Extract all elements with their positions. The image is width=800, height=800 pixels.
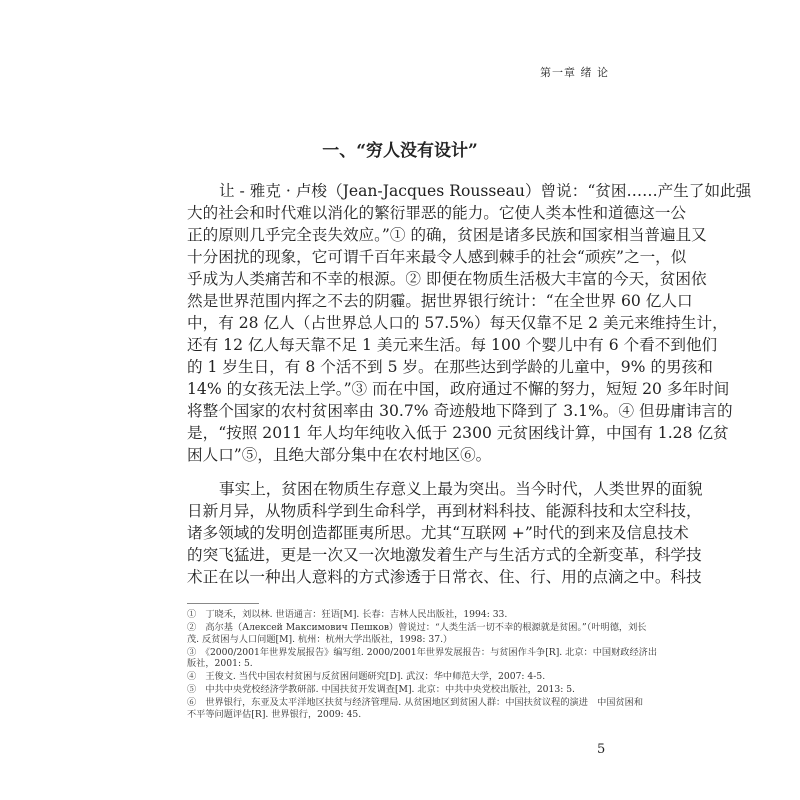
footnote [187, 646, 658, 670]
section-title: 一、“穷人没有设计” [322, 141, 478, 161]
footnote-line: ① 丁晓禾，刘以林. 世语通言：狂语[M]. 长春：吉林人民出版社，1994: 33. [187, 609, 508, 620]
paragraph-line: 乎成为人类痛苦和不幸的根源。② 即便在物质生活极大丰富的今天，贫困依 [187, 270, 707, 288]
paragraph-line: 事实上，贫困在物质生存意义上最为突出。当今时代，人类世界的面貌 [219, 480, 703, 498]
page-number: 5 [597, 742, 606, 757]
paragraph-line: 中，有 28 亿人（占世界总人口的 57.5%）每天仅靠不足 2 美元来维持生计， [187, 314, 728, 332]
footnote [187, 684, 613, 696]
footnotes [187, 609, 658, 722]
paragraph-line: 正的原则几乎完全丧失效应。”① 的确，贫困是诸多民族和国家相当普遍且又 [187, 226, 707, 244]
footnote [187, 622, 647, 645]
footnote [187, 697, 644, 720]
paragraph-line: 让 - 雅克 · 卢梭（Jean-Jacques Rousseau）曾说：“贫困……产生了如此强 [219, 182, 752, 200]
footnote-line: ④ 王俊文. 当代中国农村贫困与反贫困问题研究[D]. 武汉：华中师范大学，2007: 4-5. [187, 671, 546, 682]
footnote-line: ② 高尔基（Алексей Максимович Пешков）曾说过：“人类生活一切不幸的根源就是贫困。”（叶明德，刘长 [187, 622, 647, 633]
paragraph-line: 还有 12 亿人每天靠不足 1 美元来生活。每 100 个婴儿中有 6 个看不到他们 [187, 336, 718, 354]
paragraph-line: 将整个国家的农村贫困率由 30.7% 奇迹般地下降到了 3.1%。④ 但毋庸讳言的 [187, 402, 733, 420]
running-header: 第一章 绪 论 [540, 66, 609, 79]
footnote-line: ⑥ 世界银行，东亚及太平洋地区扶贫与经济管理局. 从贫困地区到贫困人群：中国扶贫议程的演进 中国贫困和 [187, 697, 644, 708]
paragraph-line: 然是世界范围内挥之不去的阴霾。据世界银行统计：“在全世界 60 亿人口 [187, 292, 693, 310]
footnote-line: ③ 《2000/2001年世界发展报告》编写组. 2000/2001年世界发展报告：与贫困作斗争[R]. 北京：中国财政经济出 [187, 646, 658, 658]
paragraph-line: 十分困扰的现象，它可谓千百年来最令人感到棘手的社会“顽疾”之一，似 [187, 248, 687, 266]
footnote-line: 不平等问题评估[R]. 世界银行，2009: 45. [187, 708, 362, 720]
footnote [187, 671, 613, 683]
paragraph-line: 诸多领域的发明创造都匪夷所思。尤其“互联网 +”时代的到来及信息技术 [187, 524, 689, 542]
footnote-line: 茂. 反贫困与人口问题[M]. 杭州：杭州大学出版社，1998: 37.） [187, 633, 453, 645]
paragraph-line: 14% 的女孩无法上学。”③ 而在中国，政府通过不懈的努力，短短 20 多年时间 [187, 380, 730, 398]
paragraph-line: 困人口”⑤，且绝大部分集中在农村地区⑥。 [187, 446, 492, 464]
footnote [187, 609, 613, 621]
body-text [187, 180, 752, 588]
paragraph-line: 日新月异，从物质科学到生命科学，再到材料科技、能源科技和太空科技， [187, 502, 702, 520]
paragraph-line: 大的社会和时代难以消化的繁衍罪恶的能力。它使人类本性和道德这一公 [187, 204, 687, 222]
paragraph-line: 术正在以一种出人意料的方式渗透于日常衣、住、行、用的点滴之中。科技 [187, 568, 702, 586]
footnote-separator [187, 603, 259, 604]
paragraph-line: 的突飞猛进，更是一次又一次地激发着生产与生活方式的全新变革，科学技 [187, 546, 702, 564]
footnote-line: 版社，2001: 5. [187, 658, 253, 669]
paragraph-line: 的 1 岁生日，有 8 个活不到 5 岁。在那些达到学龄的儿童中，9% 的男孩和 [187, 358, 713, 376]
footnote-line: ⑤ 中共中央党校经济学教研部. 中国扶贫开发调查[M]. 北京：中共中央党校出版社，2013: 5. [187, 684, 575, 695]
paragraph-line: 是，“按照 2011 年人均年纯收入低于 2300 元贫困线计算，中国有 1.28 亿贫 [187, 424, 729, 442]
